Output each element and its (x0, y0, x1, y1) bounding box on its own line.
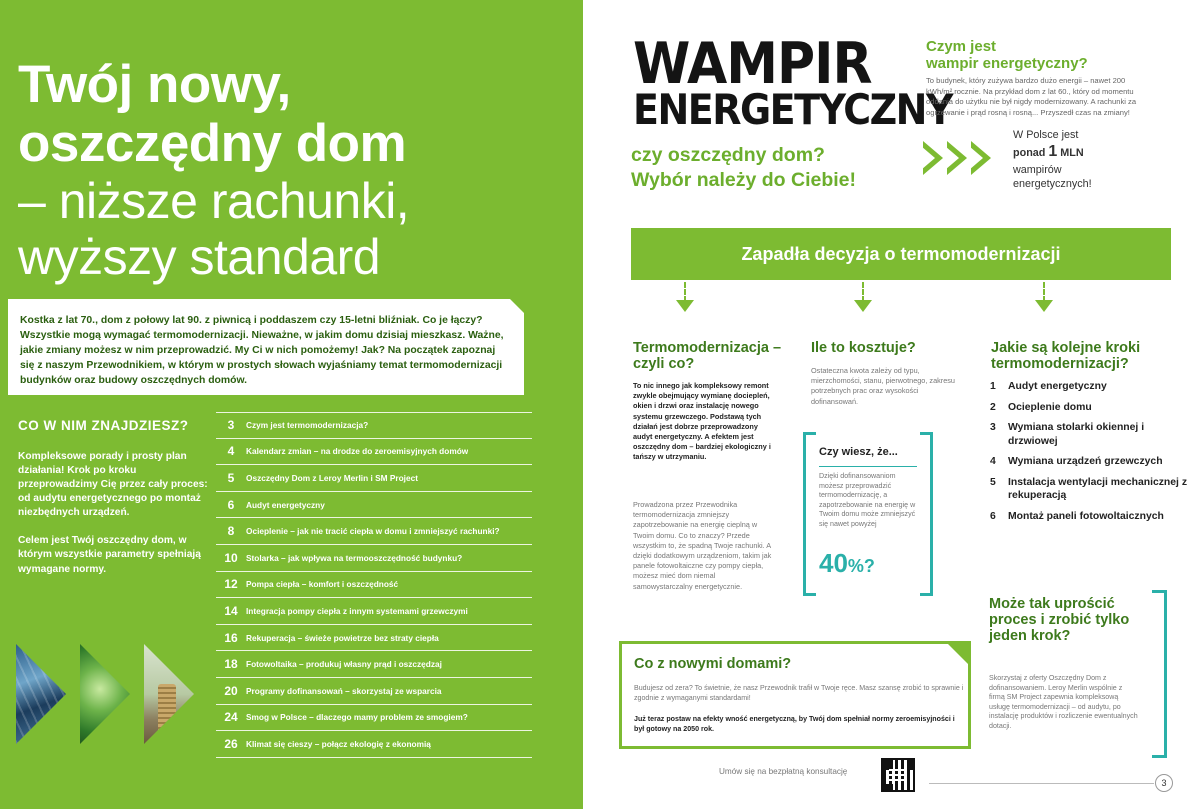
new-homes-bold-text: Już teraz postaw na efekty wność energetyczną, by Twój dom spełniał normy zeroemisyjności i był gotowy na 2050 rok. (634, 715, 955, 733)
toc-row[interactable] (216, 705, 532, 732)
step-item (990, 476, 1190, 503)
energetyczny-word: ENERGETYCZNY (633, 85, 952, 134)
toc-page-number: 16 (224, 630, 238, 645)
toc-title: Stolarka – jak wpływa na termooszczędność budynku? (246, 552, 463, 563)
step-item (990, 510, 1190, 524)
solar-panels-image (16, 644, 66, 744)
percent-sign: %? (847, 556, 875, 576)
consultation-link[interactable]: Umów się na bezpłatną konsultację (719, 767, 848, 776)
step-item (990, 401, 1190, 415)
toc-title: Integracja pompy ciepła z innym systemami grzewczymi (246, 605, 468, 616)
col2-heading: Ile to kosztuje? (811, 340, 916, 356)
toc-page-number: 3 (227, 418, 235, 433)
toc-row[interactable] (216, 731, 532, 758)
description-paragraph-1: Kompleksowe porady i prosty plan działania! Krok po kroku przeprowadzimy Cię przez cały proces: od audytu energetycznego po montaż niezbędnych urządzeń. (18, 451, 208, 519)
toc-page-number: 8 (227, 524, 235, 539)
tagline-line-2: Wybór należy do Ciebie! (631, 168, 857, 191)
toc-title: Smog w Polsce – dlaczego mamy problem ze smogiem? (246, 712, 468, 723)
arrow-down-icon (676, 300, 694, 312)
step-number: 5 (990, 476, 996, 488)
toc-page-number: 4 (227, 444, 235, 459)
toc-title: Fotowoltaika – produkuj własny prąd i oszczędzaj (246, 659, 442, 670)
coins-plant-image (144, 644, 194, 744)
czym-text: To budynek, który zużywa bardzo dużo energii – nawet 200 kWh/m² rocznie. Na przykład dom z lat 60., który od momentu oddania do użytku nie był nigdy modernizowany. A rachunki za ogrzewanie i prąd rosną i rosną... Przyszedł czas na zmiany! (926, 76, 1137, 117)
chevron-right-icon (971, 141, 991, 175)
toc-row[interactable] (216, 492, 532, 519)
toc-row[interactable] (216, 545, 532, 572)
toc-title: Programy dofinansowań – skorzystaj ze wsparcia (246, 685, 442, 696)
thumbnail-strip (16, 644, 196, 744)
toc-title: Ocieplenie – jak nie tracić ciepła w domu i zmniejszyć rachunki? (246, 526, 500, 537)
toc-row[interactable] (216, 651, 532, 678)
chevron-right-icon (923, 141, 943, 175)
page-title (18, 55, 578, 285)
step-number: 4 (990, 456, 996, 468)
green-leaf-image (80, 644, 130, 744)
dashed-connector (862, 282, 864, 302)
right-page (583, 0, 1200, 809)
toc-page-number: 10 (224, 550, 238, 565)
new-homes-box (619, 641, 971, 749)
toc-row[interactable] (216, 678, 532, 705)
step-number: 3 (990, 422, 996, 434)
step-number: 6 (990, 510, 996, 522)
col1-bold-text: To nic innego jak kompleksowy remont zwykle obejmujący wymianę dociepleń, okien i drzwi oraz instalację nowego systemu grzewczego. Podstawą tych działań jest dobrze przeprowadzony audyt energetyczny. A efektem jest oszczędny dom – bardziej ekologiczny i tańszy w utrzymaniu. (633, 381, 771, 462)
arrows-graphic (923, 141, 991, 175)
step-number: 1 (990, 381, 996, 392)
toc-row[interactable] (216, 439, 532, 466)
toc-page-number: 5 (227, 470, 235, 485)
toc-row[interactable] (216, 598, 532, 625)
intro-text: Kostka z lat 70., dom z połowy lat 90. z piwnicą i poddaszem czy 15-letni bliźniak. Co je łączy? Wszystkie mogą wymagać termomodernizacji. Nieważne, w jakim domu dzisiaj mieszkasz. Ważne, jakie zmiany możesz w nim przeprowadzić. My Ci w nich pomożemy! Jak? Na początek zapoznaj się z naszym Przewodnikiem, w którym w prostych słowach wyjaśniamy temat termomodernizacji budynków oraz budowy oszczędnych domów. (20, 315, 504, 387)
step-item (990, 455, 1190, 469)
col3-heading: Jakie są kolejne kroki termomodernizacji? (991, 340, 1141, 373)
stat-line-3: wampirów (1013, 163, 1062, 176)
czym-heading-line-1: Czym jest (926, 38, 997, 55)
title-line-4: wyższy standard (18, 229, 381, 285)
toc-title: Kalendarz zmian – na drodze do zeroemisyjnych domów (246, 446, 469, 457)
col2-text: Ostateczna kwota zależy od typu, mierzchomości, stanu, pierwotnego, zakresu potrzebnych prac oraz wysokości dofinansowań. (811, 366, 955, 406)
stat-number: 1 (1048, 143, 1058, 161)
step-label: Audyt energetyczny (1008, 381, 1107, 392)
stat-prefix: ponad (1013, 147, 1049, 160)
col1-heading: Termomodernizacja – czyli co? (633, 340, 782, 373)
tagline-line-1: czy oszczędny dom? (631, 144, 825, 166)
title-line-2: oszczędny dom (18, 114, 407, 173)
stat-unit: MLN (1057, 147, 1084, 160)
toc-page-number: 24 (224, 710, 238, 725)
toc-title: Audyt energetyczny (246, 499, 325, 510)
percent-value: 40 (819, 548, 848, 578)
tagline (631, 143, 856, 193)
step-item (990, 421, 1190, 448)
stat-line-4: energetycznych! (1013, 177, 1092, 190)
step-label: Ocieplenie domu (1008, 401, 1092, 413)
one-step-text: Skorzystaj z oferty Oszczędny Dom z dofinansowaniem. Leroy Merlin wspólnie z firmą SM Project zapewnia kompleksową usługę termomodernizacji – od audytu, po instalację produktów i rozliczenie ewentualnych dotacji. (989, 674, 1138, 730)
qr-code-icon[interactable] (881, 758, 915, 792)
did-you-know-text: Dzięki dofinansowaniom możesz przeprowadzić termomodernizację, a zapotrzebowanie na energię w Twoim domu może zmniejszyć się nawet powyżej (819, 472, 916, 528)
step-number: 2 (990, 401, 996, 413)
did-you-know-heading: Czy wiesz, że... (819, 446, 898, 458)
czym-heading-line-2: wampir energetyczny? (926, 55, 1088, 73)
table-of-contents (216, 412, 532, 758)
dashed-connector (684, 282, 686, 302)
did-you-know-box (803, 432, 933, 590)
chevron-right-icon (947, 141, 967, 175)
one-step-box (989, 590, 1167, 752)
toc-row[interactable] (216, 465, 532, 492)
col1-text: Prowadzona przez Przewodnika termomodernizacja zmniejszy zapotrzebowanie na energię cieplną w Twoim domu. Co to znaczy? Przede wszystkim to, że spadną Twoje rachunki. A dzięki dodatkowym urządzeniom, takim jak panele fotowoltaiczne czy pompy ciepła, możesz mieć dom niemal samowystarczalny energetycznie. (633, 500, 772, 591)
intro-box-corner (508, 297, 528, 317)
toc-row[interactable] (216, 625, 532, 652)
step-label: Wymiana urządzeń grzewczych (1008, 456, 1163, 468)
arrow-down-icon (1035, 300, 1053, 312)
toc-page-number: 20 (224, 683, 238, 698)
arrow-down-icon (854, 300, 872, 312)
toc-title: Czym jest termomodernizacja? (246, 420, 369, 431)
title-line-3: – niższe rachunki, (18, 173, 410, 229)
new-homes-text: Budujesz od zera? To świetnie, że nasz Przewodnik trafił w Twoje ręce. Masz szansę zrobić to sprawnie i zgodnie z wymaganymi standardami! (634, 684, 964, 702)
description-paragraph-2: Celem jest Twój oszczędny dom, w którym wszystkie parametry spełniają wymagane normy. (18, 535, 201, 575)
czym-heading (926, 38, 1088, 73)
one-step-heading: Może tak uprościć proces i zrobić tylko jeden krok? (989, 596, 1130, 645)
steps-list (990, 380, 1190, 530)
stat-line-1: W Polsce jest (1013, 129, 1079, 141)
wampir-logo (633, 31, 952, 134)
new-homes-heading: Co z nowymi domami? (634, 656, 792, 672)
toc-page-number: 14 (224, 603, 238, 618)
toc-title: Klimat się cieszy – połącz ekologię z ekonomią (246, 738, 431, 749)
intro-box (6, 297, 526, 397)
did-you-know-number (819, 548, 875, 579)
footer-divider (929, 783, 1154, 784)
toc-page-number: 12 (224, 577, 238, 592)
toc-row[interactable] (216, 412, 532, 439)
wampir-word: WAMPIR (633, 31, 872, 98)
new-homes-box-corner (945, 641, 971, 667)
toc-row[interactable] (216, 572, 532, 599)
stat-callout (1013, 128, 1092, 191)
step-label: Instalacja wentylacji mechanicznej z rekuperacją (1008, 476, 1188, 502)
decision-banner: Zapadła decyzja o termomodernizacji (631, 228, 1171, 280)
step-label: Wymiana stolarki okiennej i drzwiowej (1008, 422, 1145, 447)
step-item (990, 380, 1190, 394)
toc-row[interactable] (216, 518, 532, 545)
toc-page-number: 6 (227, 497, 235, 512)
toc-title: Rekuperacja – świeże powietrze bez straty ciepła (246, 632, 439, 643)
contents-heading: CO W NIM ZNAJDZIESZ? (18, 418, 189, 433)
left-page (0, 0, 583, 809)
stat-line-2 (1013, 142, 1092, 163)
title-line-1: Twój nowy, (18, 55, 291, 114)
page-number: 3 (1155, 774, 1173, 792)
toc-title: Pompa ciepła – komfort i oszczędność (246, 579, 399, 590)
divider (819, 466, 917, 467)
toc-title: Oszczędny Dom z Leroy Merlin i SM Project (246, 472, 418, 483)
toc-page-number: 18 (224, 657, 238, 672)
step-label: Montaż paneli fotowoltaicznych (1008, 510, 1164, 522)
toc-page-number: 26 (224, 736, 238, 751)
dashed-connector (1043, 282, 1045, 302)
contents-description (18, 450, 213, 591)
